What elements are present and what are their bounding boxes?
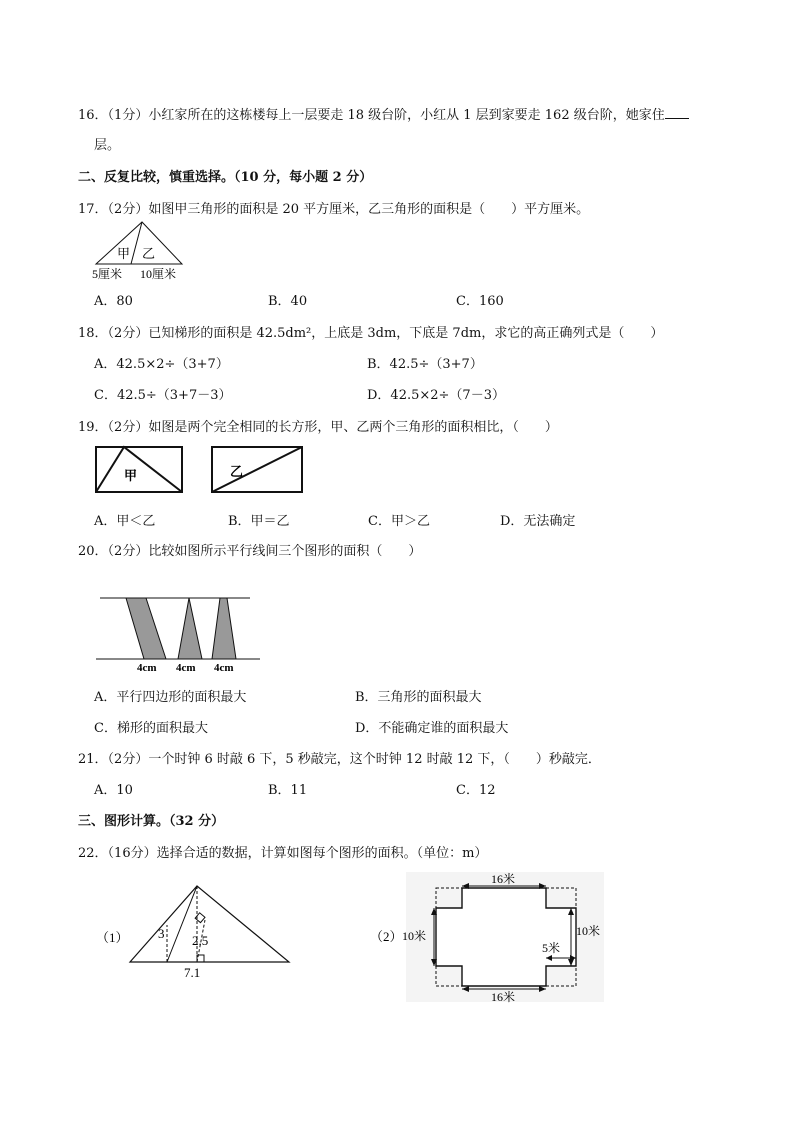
question-20-text: 20．（2分）比较如图所示平行线间三个图形的面积（ ）: [78, 544, 422, 559]
question-19-text: 19．（2分）如图是两个完全相同的长方形，甲、乙两个三角形的面积相比，（ ）: [78, 420, 558, 435]
rect-label-a: 甲: [124, 468, 138, 483]
section-2-heading: 二、反复比较，慎重选择。（10 分，每小题 2 分）: [78, 170, 373, 185]
notch-length-label: 5米: [542, 941, 561, 955]
parallel-lines-figure: [94, 592, 264, 676]
option-b: B．甲＝乙: [228, 514, 290, 529]
option-d: D．不能确定谁的面积最大: [355, 721, 509, 736]
option-c: C．160: [456, 294, 504, 309]
option-a: A．10: [94, 783, 133, 798]
option-c: C．42.5÷（3+7－3）: [94, 388, 232, 403]
question-18-text: 18．（2分）已知梯形的面积是 42.5dm²，上底是 3dm，下底是 7dm，求它的高正确列式是（ ）: [78, 326, 664, 341]
option-a: A．80: [94, 294, 133, 309]
option-c: C．甲＞乙: [368, 514, 430, 529]
option-b: B．三角形的面积最大: [355, 690, 482, 705]
right-length-label: 10米: [576, 924, 601, 938]
bottom-length-label: 16米: [491, 990, 516, 1004]
option-a: A．平行四边形的面积最大: [94, 690, 247, 705]
top-length-label: 16米: [491, 872, 516, 886]
option-a: A．甲＜乙: [94, 514, 156, 529]
height-label: 3: [158, 926, 165, 941]
base-label-b: 10厘米: [140, 267, 177, 281]
figure-number-1: （1）: [96, 930, 129, 945]
rectangles-figure: [94, 444, 314, 496]
question-16-text: 16．（1分）小红家所在的这栋楼每上一层要走 18 级台阶，小红从 1 层到家要走 162 级台阶，她家住: [78, 108, 665, 123]
second-height-label: 2.5: [192, 933, 209, 948]
width-label-3: 4cm: [214, 662, 234, 674]
answer-blank: [665, 106, 689, 119]
triangle-figure: [90, 220, 190, 282]
left-length-label: 10米: [402, 929, 427, 943]
option-d: D．42.5×2÷（7－3）: [367, 388, 505, 403]
question-22-text: 22．（16分）选择合适的数据，计算如图每个图形的面积。（单位：m）: [78, 846, 488, 861]
option-b: B．42.5÷（3+7）: [367, 357, 483, 372]
question-16-continuation: 层。: [94, 138, 121, 153]
question-21-text: 21．（2分）一个时钟 6 时敲 6 下，5 秒敲完，这个时钟 12 时敲 12 下，（ ）秒敲完．: [78, 752, 601, 767]
triangle-label-a: 甲: [117, 246, 131, 261]
width-label-2: 4cm: [176, 662, 196, 674]
width-label-1: 4cm: [137, 662, 157, 674]
option-c: C．梯形的面积最大: [94, 721, 208, 736]
rect-label-b: 乙: [230, 464, 244, 479]
question-17-text: 17．（2分）如图甲三角形的面积是 20 平方厘米，乙三角形的面积是（ ）平方厘米。: [78, 202, 590, 217]
triangle-height-figure: [96, 880, 296, 980]
cross-shape-figure: [370, 868, 606, 1006]
figure-number-2: （2）: [370, 929, 403, 944]
question-16: [78, 104, 689, 123]
option-d: D．无法确定: [500, 514, 576, 529]
section-3-heading: 三、图形计算。（32 分）: [78, 814, 225, 829]
triangle-label-b: 乙: [142, 246, 156, 261]
option-c: C．12: [456, 783, 496, 798]
option-a: A．42.5×2÷（3+7）: [94, 357, 229, 372]
base-label-a: 5厘米: [92, 267, 123, 281]
option-b: B．40: [268, 294, 308, 309]
option-b: B．11: [268, 783, 308, 798]
base-label: 7.1: [184, 965, 201, 980]
